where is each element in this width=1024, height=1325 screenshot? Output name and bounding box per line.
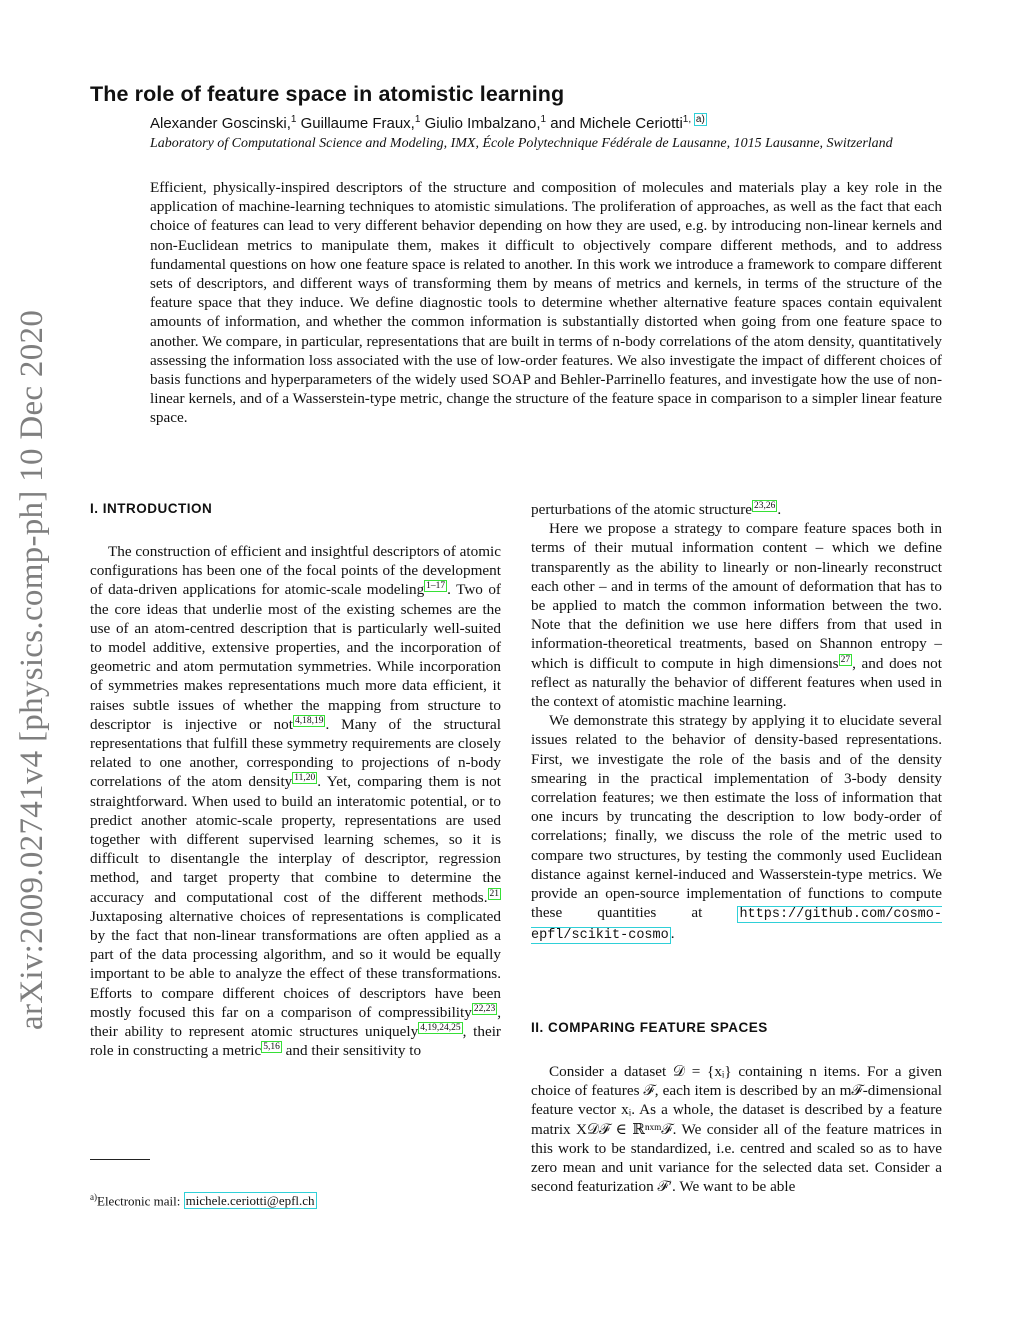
intro-paragraph: The construction of efficient and insightful descriptors of atomic configurations has been one of the focal points of the development of data-driven applications for atomic-scale modeling $^{1-17}$ . Two of the core ideas that underlie most of the existing schemes are the use of an atom-centred description that is particularly well-suited to model additive, extensive properties, and the incorporation of geometric and atom permutation symmetries. While incorporation of symmetries makes representations much more data efficient, it raises subtle issues of whether the mapping from structure to descriptor is injective or not $^{4,18,19}$ . Many of the structural representations that fulfill these symmetry requirements are closely related to one another, corresponding to projections of n-body correlations of the atom density $^{11,20}$ . Yet, comparing them is not straightforward. When used to build an interatomic potential, or to predict another atomic-scale property, representations are used together with different supervised learning schemes, so it is difficult to disentangle the interplay of descriptor, regression method, and target property that combine to determine the accuracy and computational cost of the different methods. $^{21}$ Juxtaposing alternative choices of representations is complicated by the fact that non-linear transformations are often applied as a part of the data processing algorithm, and so it would be equally important to be able to analyze the effect of these transformations. Efforts to compare different choices of descriptors have been mostly focused this far on a comparison of compressibility $^{22,23}$ , their ability to represent atomic structures uniquely $^{4,19,24,25}$ , their role in constructing a metric $^{5,16}$ and their sensitivity to <box>90 543 501 1060</box>
citation-link[interactable]: 21 <box>489 888 499 899</box>
right-column <box>531 500 942 946</box>
author-ceriotti: and Michele Ceriotti <box>550 115 683 132</box>
citation-link[interactable]: 4,19,24,25 <box>420 1023 461 1034</box>
footnote-link[interactable]: a) <box>695 114 705 125</box>
demonstration-paragraph: We demonstrate this strategy by applying it to elucidate several issues related to the behavior of density-based representations. First, we investigate the role of the basis and of the density smearing in the practical implementation of 3-body density correlation features; we then estimate the loss of information that one incurs by truncating the description to low body-order of correlations; finally, we discuss the role of the metric used to compare two structures, by testing the commonly used Euclidean distance against kernel-induced and Wasserstein-type metrics. We provide an open-source implementation of functions to compute these quantities at https://github.com/cosmo-epfl/scikit-cosmo . <box>531 712 942 944</box>
repository-link[interactable]: https://github.com/cosmo-epfl/scikit-cosmo <box>531 907 942 944</box>
citation-link[interactable]: 11,20 <box>294 773 316 784</box>
intro-paragraph-continued: perturbations of the atomic structure $^{23,26}$ . <box>531 500 782 518</box>
arxiv-identifier: arXiv:2009.02741v4 [physics.comp-ph] 10 Dec 2020 <box>14 309 50 1030</box>
author-fraux: Guillaume Fraux, <box>300 115 415 132</box>
citation-link[interactable]: 22,23 <box>473 1003 496 1014</box>
citation-link[interactable]: 1–17 <box>426 581 446 592</box>
left-column <box>90 542 501 1060</box>
email-link[interactable]: michele.ceriotti@epfl.ch <box>185 1193 315 1209</box>
author-list: Alexander Goscinski,$^1$ Guillaume Fraux,$^1$ Giulio Imbalzano,$^1$ and Michele Ceriotti$^{1, a)}$ <box>150 114 705 132</box>
footnote-divider <box>90 1159 150 1160</box>
citation-link[interactable]: 23,26 <box>754 500 776 511</box>
citation-link[interactable]: 4,18,19 <box>294 715 324 726</box>
author-imbalzano: Giulio Imbalzano, <box>424 115 541 132</box>
footnote: $^{a)}$Electronic mail: michele.ceriotti@epfl.ch <box>90 1192 315 1209</box>
citation-link[interactable]: 5,16 <box>263 1042 280 1053</box>
affiliation: Laboratory of Computational Science and Modeling, IMX, École Polytechnique Fédérale de Lausanne, 1015 Lausanne, Switzerland <box>150 136 893 151</box>
strategy-paragraph: Here we propose a strategy to compare feature spaces both in terms of their mutual information content – which we define transparently as the ability to linearly or non-linearly reconstruct each other – and in terms of the amount of deformation that has to be applied to match the common information between the two. Note that the definition we use here differs from that used in information-theoretical treatments, based on Shannon entropy – which is difficult to compute in high dimensions $^{27}$ , and does not reflect as naturally the behavior of different features when used in the context of atomistic machine learning. <box>531 520 942 711</box>
dataset-paragraph: Consider a dataset 𝒟 = {xᵢ} containing n items. For a given choice of features ℱ, each item is described by an mℱ-dimensional feature vector xᵢ. As a whole, the dataset is described by a feature matrix X𝒟ℱ ∈ ℝⁿˣᵐℱ. We consider all of the feature matrices in this work to be standardized, i.e. centred and scaled so as to have zero mean and unit variance for the selected data set. Consider a second featurization ℱ′. We want to be able <box>531 1063 942 1196</box>
section-heading-comparing: II. COMPARING FEATURE SPACES <box>531 1020 768 1035</box>
abstract: Efficient, physically-inspired descriptors of the structure and composition of molecules and materials play a key role in the application of machine-learning techniques to atomistic simulations. The proliferation of approaches, as well as the fact that each choice of features can lead to very different behavior depending on how they are used, e.g. by introducing non-linear kernels and non-Euclidean metrics to manipulate them, makes it difficult to objectively compare different methods, and to address fundamental questions on how one feature space is related to another. In this work we introduce a framework to compare different sets of descriptors, and different ways of transforming them by means of metrics and kernels, in terms of the structure of the feature space that they induce. We define diagnostic tools to determine whether alternative feature spaces contain equivalent amounts of information, and whether the common information is substantially distorted when going from one feature space to another. We compare, in particular, representations that are built in terms of n-body correlations of the atom density, quantitatively assessing the information loss associated with the use of low-order features. We also investigate the impact of different choices of basis functions and hyperparameters of the widely used SOAP and Behler-Parrinello features, and investigate how the use of non-linear kernels, and of a Wasserstein-type metric, change the structure of the feature space in comparison to a simpler linear feature space. <box>150 179 942 427</box>
author-goscinski: Alexander Goscinski, <box>150 115 291 132</box>
citation-link[interactable]: 27 <box>840 654 851 665</box>
comparing-section-body <box>531 1062 942 1196</box>
section-heading-introduction: I. INTRODUCTION <box>90 501 213 516</box>
paper-title: The role of feature space in atomistic learning <box>90 82 565 106</box>
